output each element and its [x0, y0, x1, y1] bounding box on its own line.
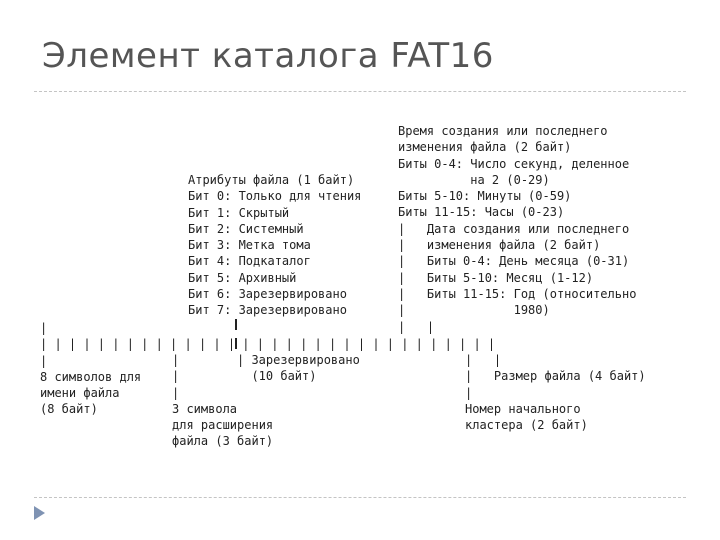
name-field-description: | | 8 символов для имени файла (8 байт): [40, 321, 142, 417]
byte-ruler: | | | | | | | | | | | | | | | | | | | | | | | | | | | | | | | |: [40, 337, 496, 351]
attributes-description: Атрибуты файла (1 байт) Бит 0: Только для чтения Бит 1: Скрытый Бит 2: Системный Бит 3: Метка тома Бит 4: Подкаталог Бит 5: Архивный Бит 6: Зарезервировано Бит 7: Зарезервировано: [188, 173, 362, 318]
footer-divider: [34, 497, 686, 498]
size-cluster-description: | | | Размер файла (4 байт) | Номер начального кластера (2 байт): [465, 353, 646, 433]
title-divider: [34, 91, 686, 92]
attribute-pointer: [235, 319, 237, 330]
reserved-field-description: | Зарезервировано (10 байт): [237, 353, 360, 384]
slide-title: Элемент каталога FAT16: [42, 36, 494, 76]
slide-bullet-icon: [34, 506, 45, 520]
time-date-description: Время создания или последнего изменения файла (2 байт) Биты 0-4: Число секунд, деленное на 2 (0-29) Биты 5-10: Минуты (0-59) Биты 11-15: Часы (0-23) | Дата создания или последнего | изменения файла (2 байт) | Биты 0-4: День месяца (0-31) | Биты 5-10: Месяц (1-12) | Биты 11-15: Год (относительно | 1980) | |: [398, 124, 637, 334]
extension-field-description: | | | 3 символа для расширения файла (3 байт): [172, 353, 274, 449]
